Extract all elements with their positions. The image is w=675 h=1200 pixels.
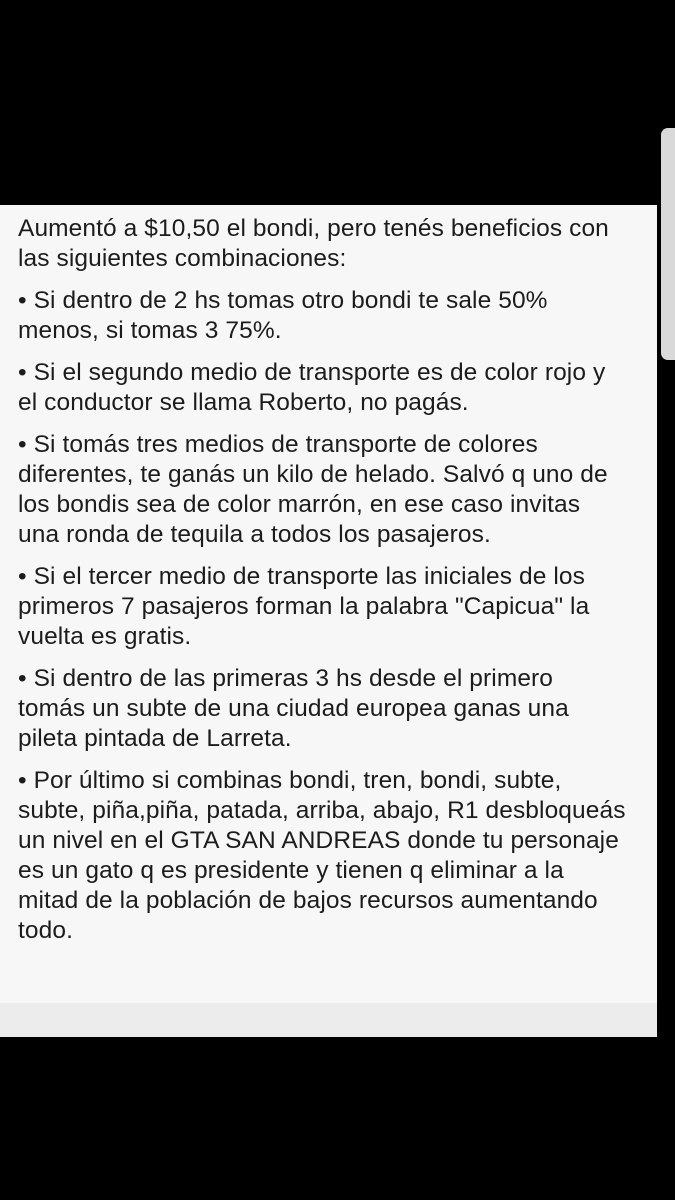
list-item: • Si dentro de 2 hs tomas otro bondi te sale 50% menos, si tomas 3 75%. (18, 287, 548, 344)
post-intro: Aumentó a $10,50 el bondi, pero tenés beneficios con las siguientes combinaciones: (18, 215, 609, 272)
list-item: • Si el tercer medio de transporte las iniciales de los primeros 7 pasajeros forman la palabra "Capicua" la vuelta es gratis. (18, 563, 590, 650)
scrollbar-thumb[interactable] (661, 128, 675, 360)
list-item: • Si el segundo medio de transporte es de color rojo y el conductor se llama Roberto, no pagás. (18, 359, 606, 416)
post-footer-divider (0, 1003, 657, 1037)
list-item: • Si tomás tres medios de transporte de colores diferentes, te ganás un kilo de helado. Salvó q uno de los bondis sea de color marrón, en ese caso invitas una ronda de tequila a todos los pasajeros. (18, 431, 608, 548)
list-item: • Por último si combinas bondi, tren, bondi, subte, subte, piña,piña, patada, arriba, abajo, R1 desbloqueás un nivel en el GTA SAN ANDREAS donde tu personaje es un gato q es presidente y tienen q eliminar a la mitad de la población de bajos recursos aumentando todo. (18, 767, 626, 944)
list-item: • Si dentro de las primeras 3 hs desde el primero tomás un subte de una ciudad europea ganas una pileta pintada de Larreta. (18, 665, 569, 752)
post-body (18, 214, 658, 958)
